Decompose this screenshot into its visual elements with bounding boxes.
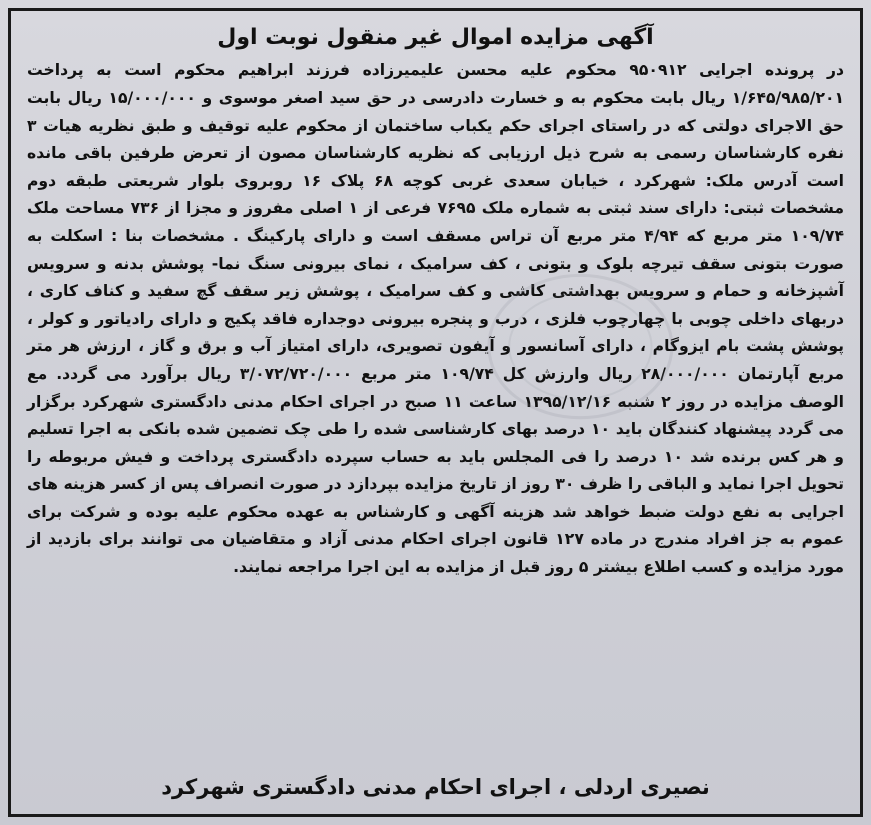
notice-border bbox=[8, 8, 863, 817]
notice-body: در پرونده اجرایی ۹۵۰۹۱۲ محکوم علیه محسن علیمیرزاده فرزند ابراهیم محکوم است به پرداخت ۱/۶۴۵/۹۸۵/۲۰۱ ریال بابت محکوم به و خسارت دادرسی در حق سید اصغر موسوی و ۱۵/۰۰۰/۰۰۰ ریال بابت حق الاجرای دولتی که در راستای اجرای حکم یکباب ساختمان از محکوم علیه توقیف و طبق نظریه هیات ۳ نفره کارشناسان رسمی به شرح ذیل ارزیابی که نظریه کارشناسان مصون از تعرض طرفین باقی مانده است آدرس ملک: شهرکرد ، خیابان سعدی غربی کوچه ۶۸ پلاک ۱۶ روبروی بلوار شریعتی طبقه دوم مشخصات ثبتی: دارای سند ثبتی به شماره ملک ۷۶۹۵ فرعی از ۱ اصلی مفروز و مجزا از ۷۳۶ مساحت ملک ۱۰۹/۷۴ متر مربع که ۴/۹۴ متر مربع آن تراس مسقف است و دارای پارکینگ . مشخصات بنا : اسکلت به صورت بتونی سقف تیرچه بلوک و بتونی ، کف سرامیک ، نمای بیرونی سنگ نما- پوشش بدنه و سرویس آشپزخانه و حمام و سرویس بهداشتی کاشی و کف سرامیک ، پوشش زیر سقف گچ سفید و کناف کاری ، دربهای داخلی چوبی با چهارچوب فلزی ، درب و پنجره بیرونی دوجداره فاقد پکیج و دارای رادیاتور و کولر ، پوشش پشت بام ایزوگام ، دارای آسانسور و آیفون تصویری، دارای امتیاز آب و برق و گاز ، ارزش هر متر مربع آپارتمان ۲۸/۰۰۰/۰۰۰ ریال وارزش کل ۱۰۹/۷۴ متر مربع ۳/۰۷۲/۷۲۰/۰۰۰ ریال برآورد می گردد. مع الوصف مزایده در روز ۲ شنبه ۱۳۹۵/۱۲/۱۶ ساعت ۱۱ صبح در اجرای احکام مدنی دادگستری شهرکرد برگزار می گردد پیشنهاد کنندگان باید ۱۰ درصد بهای کارشناسی شده را طی چک تضمین شده بانکی به اجرا تسلیم و هر کس برنده شد ۱۰ درصد را فی المجلس باید به حساب سپرده دادگستری پرداخت و فیش مربوطه را تحویل اجرا نماید و الباقی را ظرف ۳۰ روز از تاریخ مزایده بپردازد در صورت انصراف پس از کسر هزینه های اجرایی به نفع دولت ضبط خواهد شد هزینه آگهی و کارشناس به عهده محکوم علیه بوده و شرکت برای عموم به جز افراد مندرج در ماده ۱۲۷ قانون اجرای احکام مدنی آزاد و متقاضیان می توانند برای بازدید از مورد مزایده و کسب اطلاع بیشتر ۵ روز قبل از مزایده به این اجرا مراجعه نمایند. bbox=[27, 61, 845, 577]
notice-title: آگهی مزایده اموال غیر منقول نوبت اول bbox=[217, 25, 654, 50]
notice-signature: نصیری اردلی ، اجرای احکام مدنی دادگستری شهرکرد bbox=[161, 774, 710, 799]
